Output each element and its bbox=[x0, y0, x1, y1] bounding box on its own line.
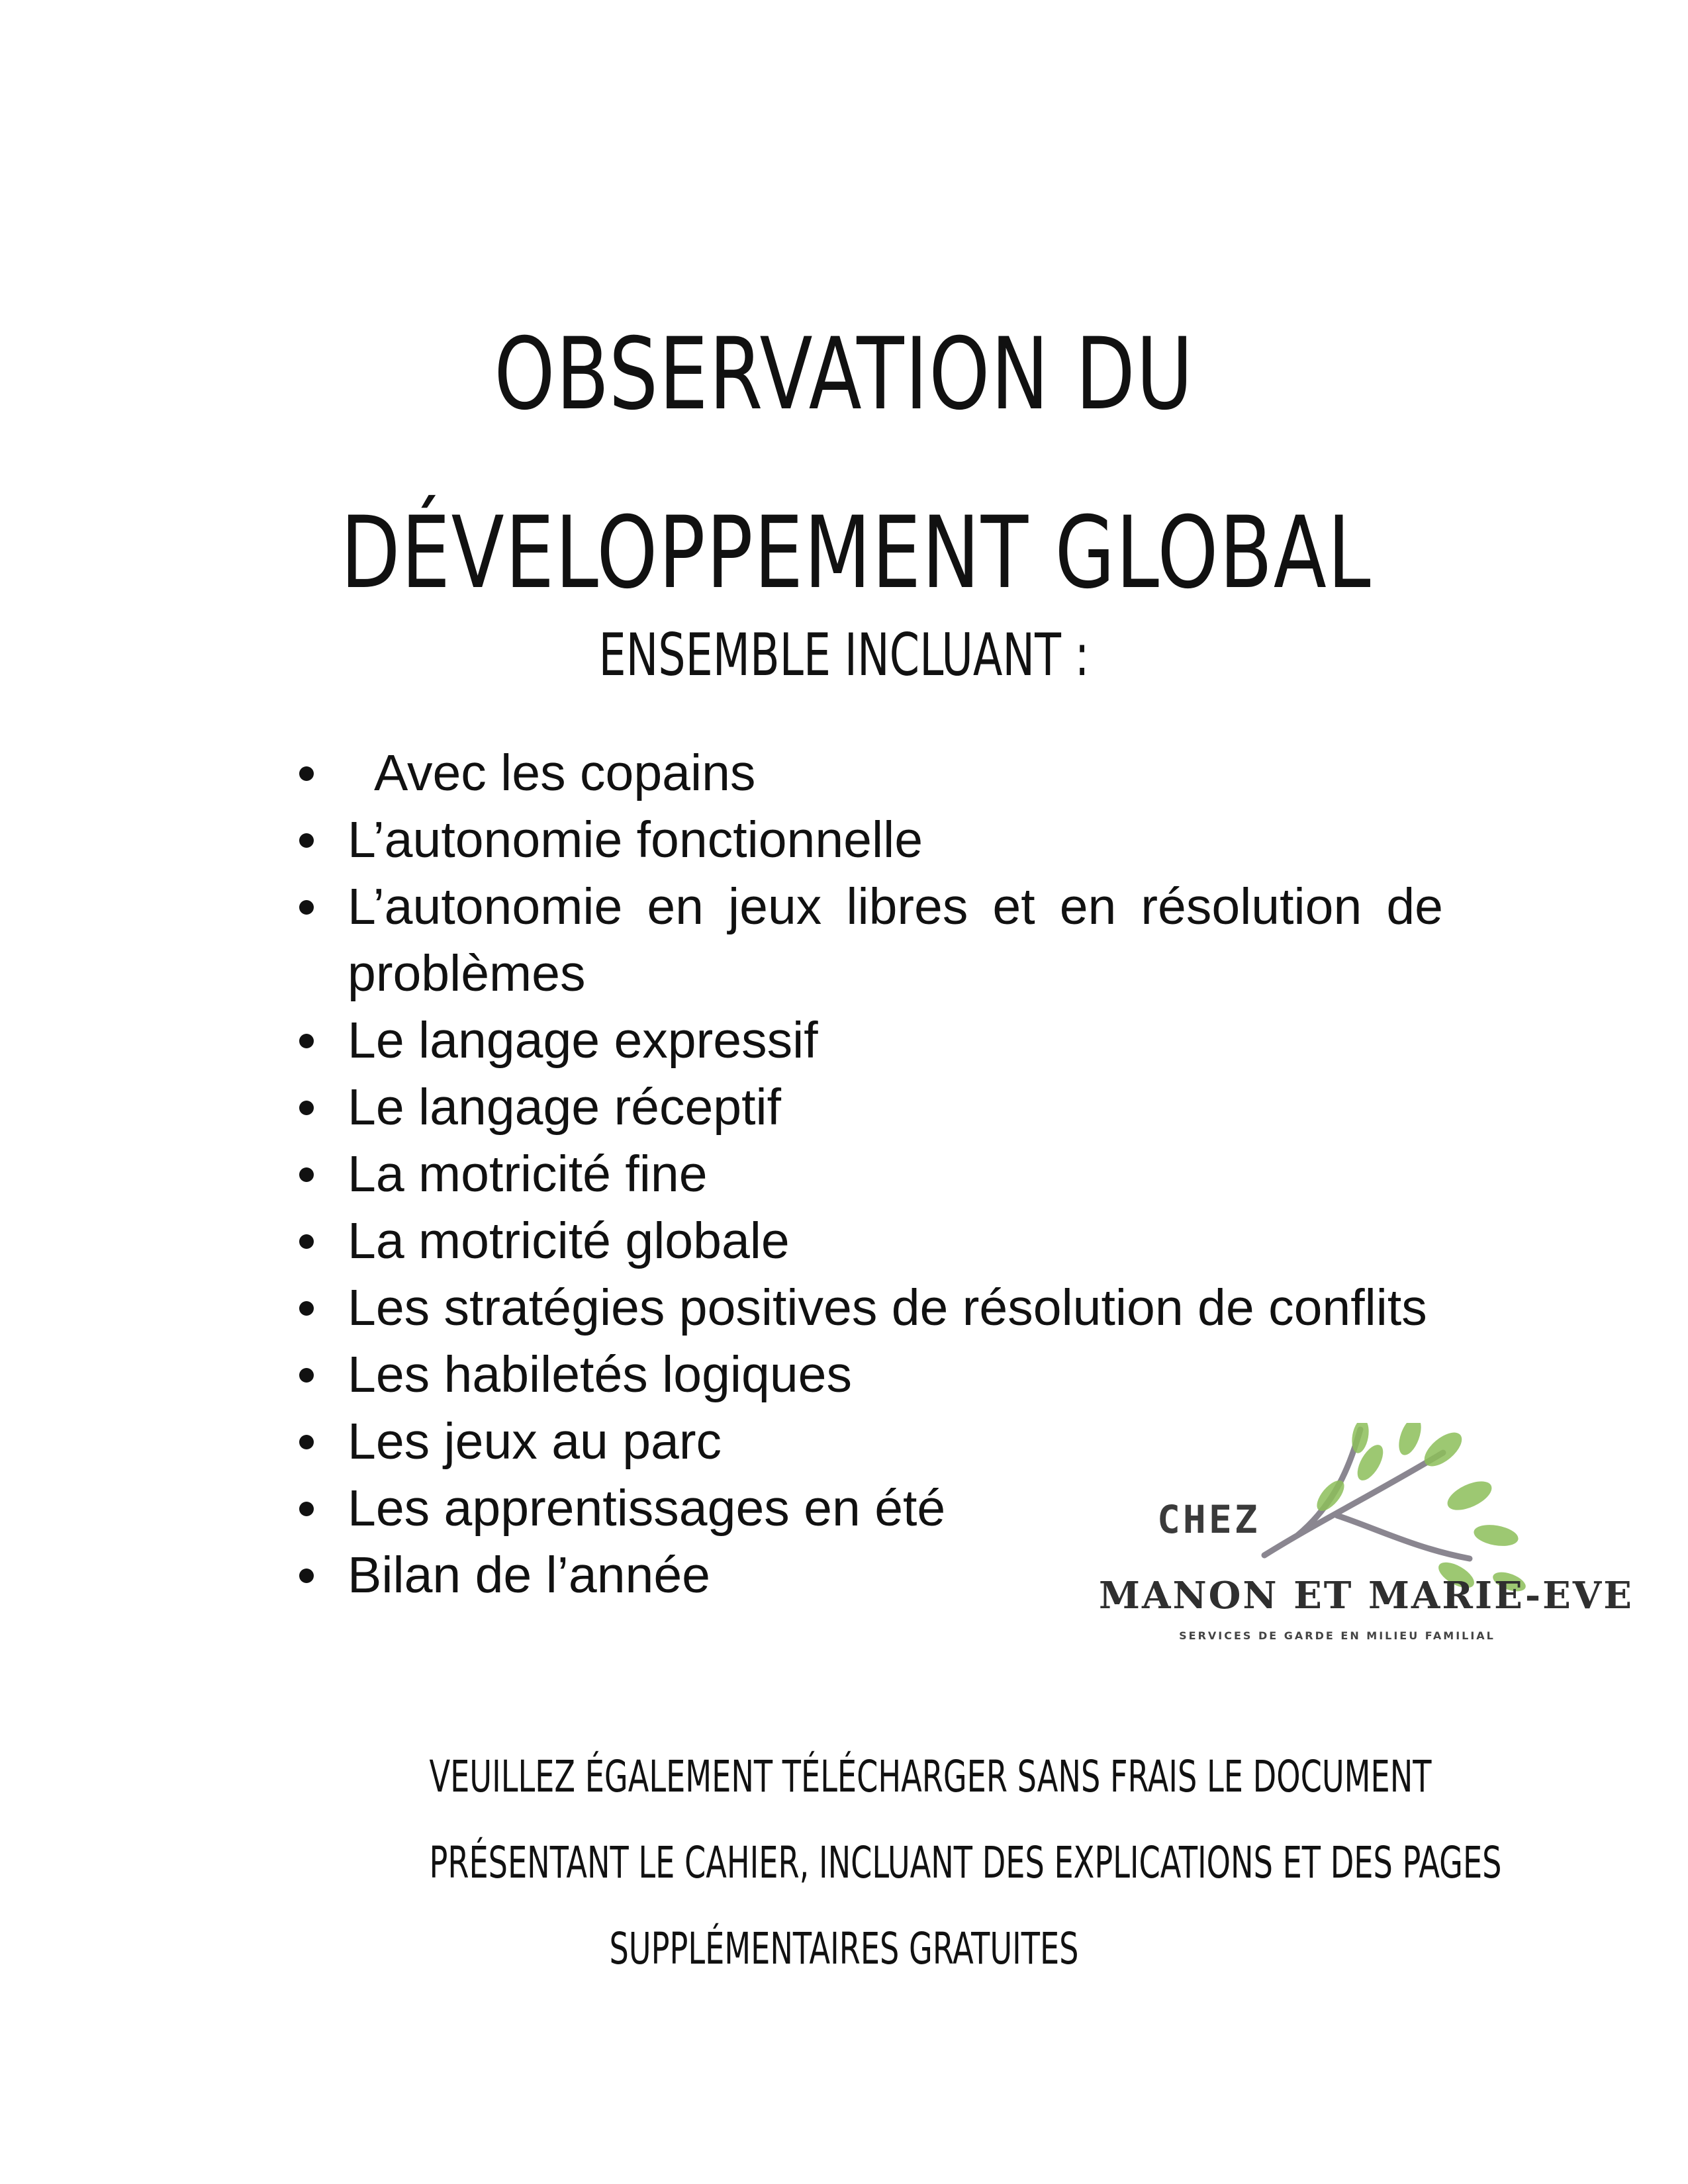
bullet-icon bbox=[299, 1368, 314, 1383]
logo-chez-text: CHEZ bbox=[1157, 1497, 1260, 1542]
list-item bbox=[291, 1208, 1443, 1275]
footer-line-3: SUPPLÉMENTAIRES GRATUITES bbox=[609, 1923, 1079, 1974]
bullet-icon bbox=[299, 1301, 314, 1316]
list-item-text: Les habiletés logiques bbox=[348, 1346, 852, 1403]
list-item bbox=[291, 1074, 1443, 1141]
bullet-icon bbox=[299, 900, 314, 915]
bullet-icon bbox=[299, 833, 314, 848]
title-line-2: DÉVELOPPEMENT GLOBAL bbox=[340, 495, 1372, 611]
logo-name-text: MANON ET MARIE-EVE bbox=[1099, 1574, 1634, 1617]
brand-logo bbox=[1099, 1423, 1634, 1668]
document-title bbox=[340, 285, 1372, 643]
list-item bbox=[291, 740, 1443, 807]
list-item-text: Le langage réceptif bbox=[348, 1079, 781, 1136]
bullet-icon bbox=[299, 1502, 314, 1516]
list-item bbox=[291, 1342, 1443, 1408]
bullet-icon bbox=[299, 1569, 314, 1583]
title-line-1: OBSERVATION DU bbox=[494, 316, 1194, 432]
list-item-text: L’autonomie fonctionnelle bbox=[348, 811, 923, 868]
bullet-icon bbox=[299, 766, 314, 781]
list-item bbox=[291, 1275, 1443, 1342]
bullet-icon bbox=[299, 1034, 314, 1048]
bullet-icon bbox=[299, 1101, 314, 1115]
list-item-text: L’autonomie en jeux libres et en résolution de problèmes bbox=[348, 878, 1443, 1002]
footer-line-1: VEUILLEZ ÉGALEMENT TÉLÉCHARGER SANS FRAIS LE DOCUMENT bbox=[429, 1751, 1432, 1802]
footer-note bbox=[429, 1734, 1502, 1992]
footer-line-2: PRÉSENTANT LE CAHIER, INCLUANT DES EXPLICATIONS ET DES PAGES bbox=[429, 1837, 1502, 1888]
bullet-icon bbox=[299, 1435, 314, 1449]
logo-tagline: SERVICES DE GARDE EN MILIEU FAMILIAL bbox=[1179, 1629, 1495, 1642]
list-item-text: La motricité fine bbox=[348, 1146, 708, 1203]
list-item-text: Les apprentissages en été bbox=[348, 1480, 946, 1537]
list-item bbox=[291, 1141, 1443, 1208]
list-item bbox=[291, 1007, 1443, 1074]
bullet-icon bbox=[299, 1234, 314, 1249]
list-item-text: Bilan de l’année bbox=[348, 1547, 710, 1604]
list-item-text: Les stratégies positives de résolution de conflits bbox=[348, 1279, 1427, 1336]
bullet-icon bbox=[299, 1167, 314, 1182]
list-item bbox=[291, 874, 1443, 1007]
list-item-text: Les jeux au parc bbox=[348, 1413, 722, 1470]
list-item-text: Le langage expressif bbox=[348, 1012, 818, 1069]
section-heading: ENSEMBLE INCLUANT : bbox=[598, 621, 1090, 689]
list-item bbox=[291, 807, 1443, 874]
list-item-text: Avec les copains bbox=[374, 745, 756, 801]
list-item-text: La motricité globale bbox=[348, 1212, 790, 1269]
